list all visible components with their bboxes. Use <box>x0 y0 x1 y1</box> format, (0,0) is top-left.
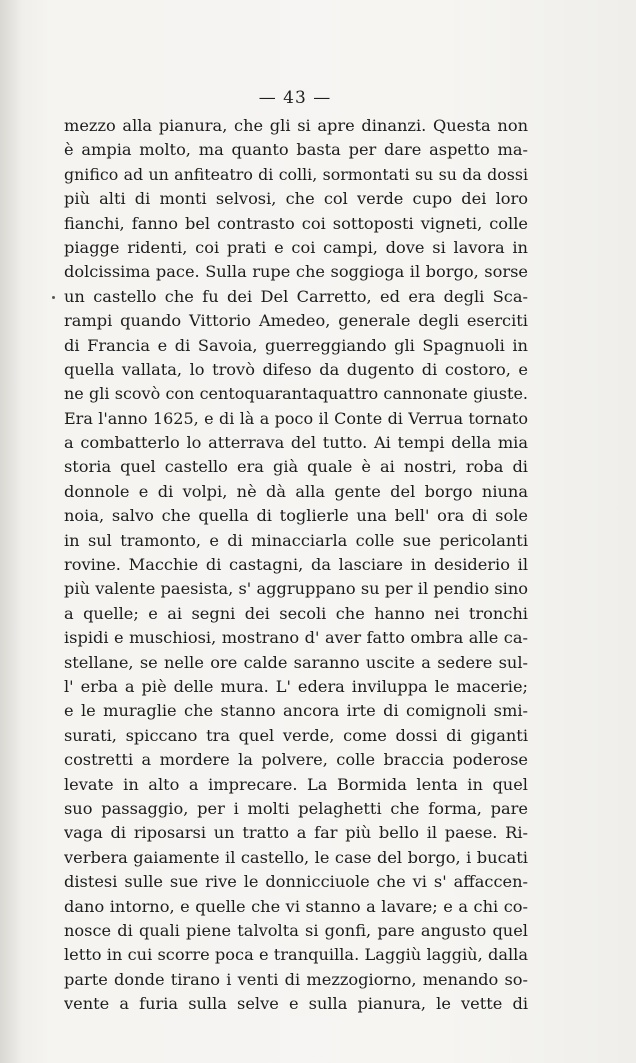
text-line: in sul tramonto, e di minacciarla colle sue pericolanti <box>64 530 528 550</box>
text-line: dano intorno, e quelle che vi stanno a lavare; e a chi co- <box>64 896 528 916</box>
text-line: parte donde tirano i venti di mezzogiorno, menando so- <box>64 969 528 989</box>
body-text <box>64 114 528 1016</box>
text-line: letto in cui scorre poca e tranquilla. Laggiù laggiù, dalla <box>64 945 528 965</box>
text-line: noia, salvo che quella di toglierle una bell' ora di sole <box>64 506 528 526</box>
text-line: più valente paesista, s' aggruppano su per il pendio sino <box>64 579 528 599</box>
text-line: costretti a mordere la polvere, colle braccia poderose <box>64 750 528 770</box>
text-line: Era l'anno 1625, e di là a poco il Conte di Verrua tornato <box>64 408 528 428</box>
text-line: di Francia e di Savoia, guerreggiando gli Spagnuoli in <box>64 335 528 355</box>
text-line: donnole e di volpi, nè dà alla gente del borgo niuna <box>64 481 528 501</box>
text-line: vente a furia sulla selve e sulla pianura, le vette di <box>64 994 528 1014</box>
text-line: nosce di quali piene talvolta si gonfi, pare angusto quel <box>64 920 528 940</box>
text-line: rovine. Macchie di castagni, da lasciare in desiderio il <box>64 555 528 575</box>
text-line: a combatterlo lo atterrava del tutto. Ai tempi della mia <box>64 433 528 453</box>
text-line: suo passaggio, per i molti pelaghetti che forma, pare <box>64 798 528 818</box>
text-line: distesi sulle sue rive le donnicciuole che vi s' affaccen- <box>64 872 528 892</box>
text-line: levate in alto a imprecare. La Bormida lenta in quel <box>64 774 528 794</box>
text-line: rampi quando Vittorio Amedeo, generale degli eserciti <box>64 311 528 331</box>
text-line: stellane, se nelle ore calde saranno uscite a sedere sul- <box>64 652 528 672</box>
text-line: mezzo alla pianura, che gli si apre dinanzi. Questa non <box>64 116 528 135</box>
text-line: vaga di riposarsi un tratto a far più bello il paese. Ri- <box>64 823 528 843</box>
text-line: ne gli scovò con centoquarantaquattro cannonate giuste. <box>64 384 528 404</box>
text-line: un castello che fu dei Del Carretto, ed era degli Sca- <box>64 286 528 306</box>
page-number: — 43 — <box>258 88 332 108</box>
text-line: fianchi, fanno bel contrasto coi sottoposti vigneti, colle <box>64 213 528 233</box>
text-line: verbera gaiamente il castello, le case del borgo, i bucati <box>64 847 528 867</box>
text-line: gnifico ad un anfiteatro di colli, sormontati su su da dossi <box>64 164 528 184</box>
text-line: più alti di monti selvosi, che col verde cupo dei loro <box>64 189 528 209</box>
text-line: quella vallata, lo trovò difeso da dugento di costoro, e <box>64 359 528 379</box>
text-line: piagge ridenti, coi prati e coi campi, dove si lavora in <box>64 237 528 257</box>
text-line: dolcissima pace. Sulla rupe che soggioga il borgo, sorse <box>64 262 528 282</box>
text-line: ispidi e muschiosi, mostrano d' aver fatto ombra alle ca- <box>64 628 528 648</box>
ink-spot <box>52 296 55 299</box>
text-line: surati, spiccano tra quel verde, come dossi di giganti <box>64 725 528 745</box>
binding-shadow <box>0 0 22 1063</box>
text-line: è ampia molto, ma quanto basta per dare aspetto ma- <box>64 140 528 160</box>
text-line: e le muraglie che stanno ancora irte di comignoli smi- <box>64 701 528 721</box>
text-line: l' erba a piè delle mura. L' edera inviluppa le macerie; <box>64 676 528 696</box>
text-line: storia quel castello era già quale è ai nostri, roba di <box>64 457 528 477</box>
text-line: a quelle; e ai segni dei secoli che hanno nei tronchi <box>64 603 528 623</box>
